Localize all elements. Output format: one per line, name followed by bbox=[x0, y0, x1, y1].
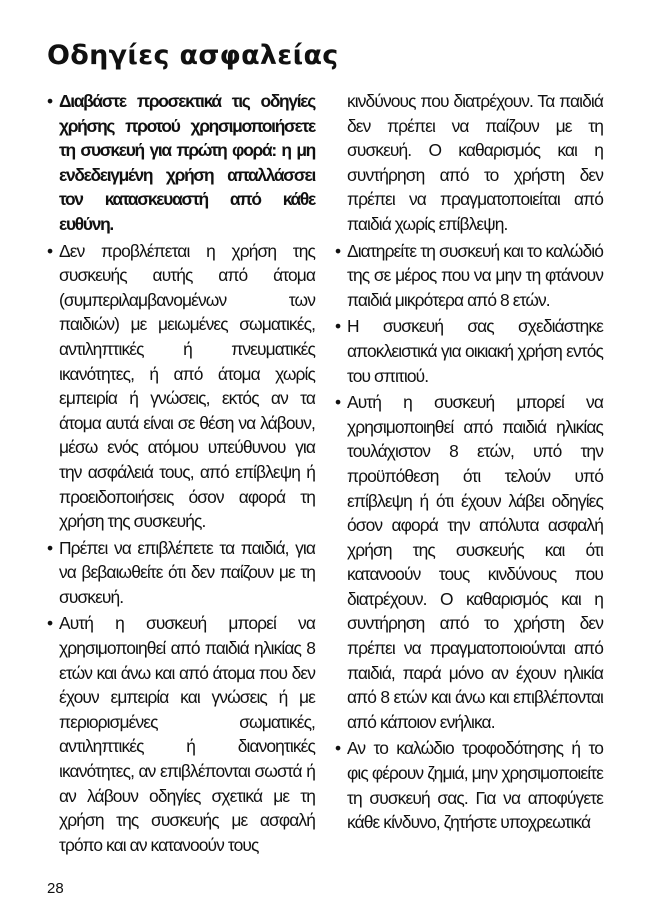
safety-item-5 bbox=[335, 239, 603, 313]
left-column bbox=[47, 89, 315, 859]
page-title: Οδηγίες ασφαλείας bbox=[47, 40, 339, 71]
safety-item-text: Δεν προβλέπεται η χρήση της συσκευής αυτής από άτομα (συμπεριλαμβανομένων των παιδιών) με μειωμένες σωματικές, αντιληπτικές ή πνευματικές ικανότητες, ή από άτομα χωρίς εμπειρία ή γνώσεις, εκτός αν τα άτομα αυτά είναι σε θέση να λάβουν, μέσω ενός ατόμου υπεύθυνου για την ασφάλειά τους, από επίβλεψη ή προειδοποιήσεις όσον αφορά τη χρήση της συσκευής. bbox=[59, 240, 315, 532]
safety-item-4 bbox=[47, 611, 315, 857]
safety-item-continued bbox=[335, 89, 603, 237]
safety-item-text: Αυτή η συσκευή μπορεί να χρησιμοποιηθεί από παιδιά ηλικίας τουλάχιστον 8 ετών, υπό την προϋπόθεση ότι τελούν υπό επίβλεψη ή ότι έχουν λάβει οδηγίες όσον αφορά την απόλυτα ασφαλή χρήση της συσκευής και ότι κατανοούν τους κινδύνους που διατρέχουν. Ο καθαρισμός και η συντήρηση από το χρήστη δεν πρέπει να πραγματοποιούνται από παιδιά, παρά μόνο αν έχουν ηλικία από 8 ετών και άνω και επιβλέπονται από κάποιον ενήλικα. bbox=[347, 392, 603, 732]
safety-item-1 bbox=[47, 89, 315, 237]
safety-item-text: Διατηρείτε τη συσκευή και το καλώδιό της σε μέρος που να μην τη φτάνουν παιδιά μικρότερα από 8 ετών. bbox=[347, 240, 603, 310]
safety-item-text: Πρέπει να επιβλέπετε τα παιδιά, για να βεβαιωθείτε ότι δεν παίζουν με τη συσκευή. bbox=[59, 537, 315, 607]
bullet-icon: • bbox=[335, 738, 341, 759]
safety-item-text: κινδύνους που διατρέχουν. Τα παιδιά δεν πρέπει να παίζουν με τη συσκευή. Ο καθαρισμός και η συντήρηση από το χρήστη δεν πρέπει να πραγματοποιείται από παιδιά χωρίς επίβλεψη. bbox=[347, 91, 603, 234]
safety-item-3 bbox=[47, 536, 315, 610]
bullet-icon: • bbox=[335, 392, 341, 413]
safety-item-7 bbox=[335, 390, 603, 734]
safety-item-6 bbox=[335, 314, 603, 388]
safety-item-8 bbox=[335, 736, 603, 834]
page-number: 28 bbox=[47, 880, 64, 897]
bullet-icon: • bbox=[335, 316, 341, 337]
safety-item-text: Διαβάστε προσεκτικά τις οδηγίες χρήσης προτού χρησιμοποιήσετε τη συσκευή για πρώτη φορά: η μη ενδεδειγμένη χρήση απαλλάσσει τον κατασκευαστή από κάθε ευθύνη. bbox=[59, 91, 315, 234]
safety-item-2 bbox=[47, 239, 315, 534]
bullet-icon: • bbox=[335, 240, 341, 261]
safety-item-text: Αυτή η συσκευή μπορεί να χρησιμοποιηθεί από παιδιά ηλικίας 8 ετών και άνω και από άτομα που δεν έχουν εμπειρία και γνώσεις ή με περιορισμένες σωματικές, αντιληπτικές ή διανοητικές ικανότητες, αν επιβλέπονται σωστά ή αν λάβουν οδηγίες σχετικά με τη χρήση της συσκευής με ασφαλή τρόπο και αν κατανοούν τους bbox=[59, 613, 315, 855]
bullet-icon: • bbox=[47, 240, 53, 261]
bullet-icon: • bbox=[47, 613, 53, 634]
bullet-icon: • bbox=[47, 537, 53, 558]
safety-item-text: Αν το καλώδιο τροφοδότησης ή το φις φέρουν ζημιά, μην χρησιμοποιείτε τη συσκευή σας. Για να αποφύγετε κάθε κίνδυνο, ζητήστε υποχρεωτικά bbox=[347, 738, 603, 833]
safety-item-text: Η συσκευή σας σχεδιάστηκε αποκλειστικά για οικιακή χρήση εντός του σπιτιού. bbox=[347, 316, 603, 386]
right-column bbox=[335, 89, 603, 837]
bullet-icon: • bbox=[47, 91, 53, 111]
